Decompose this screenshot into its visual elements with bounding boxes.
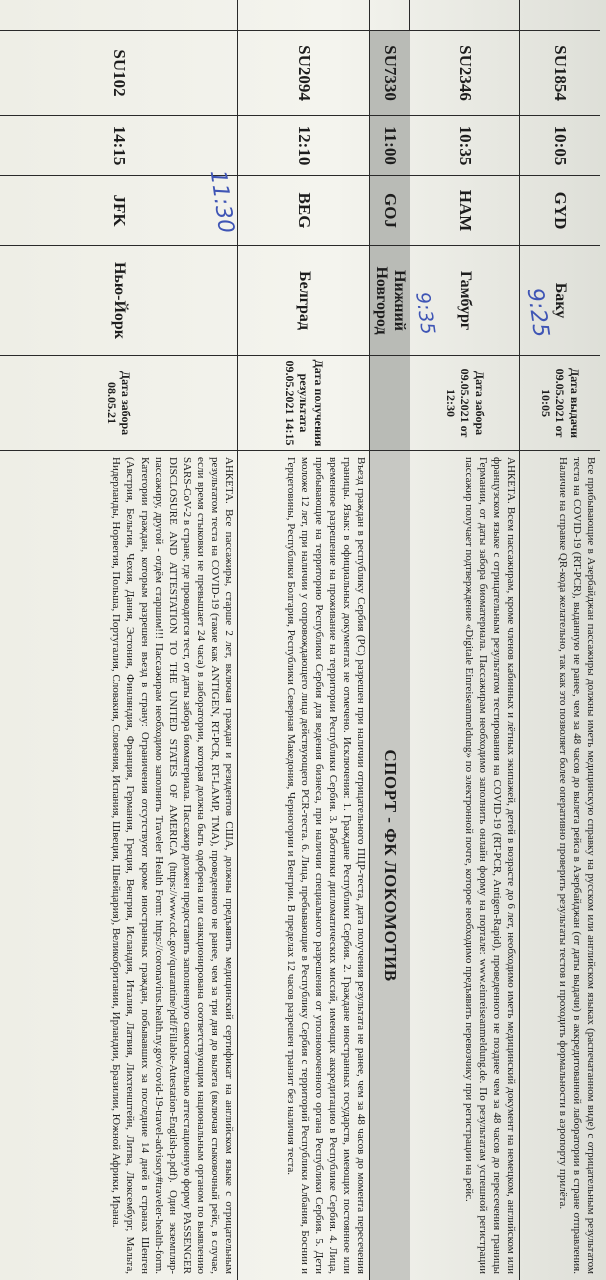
flight-number: SU7330 — [370, 30, 410, 115]
flight-number: SU2346 — [410, 30, 520, 115]
test-date: Дата забора 09.05.2021 от 12:30 — [410, 355, 520, 450]
table-row — [369, 0, 410, 1280]
departure-time: 11:00 — [370, 115, 410, 175]
handwritten-note: 9:25 — [521, 286, 554, 339]
airport-code: HAM — [410, 175, 520, 245]
entry-requirements — [370, 450, 410, 1280]
requirements-text: АНКЕТА. Все пассажиры, старше 2 лет, включая граждан и резидентов США, должны предъявить медицинский сертификат на английском языке с отрицательным результатом теста на COVID-19 (такие как ANTIGEN, RT-PCR, RT-LAMP, TMA), проведенного не ранее, чем за три дня до вылета (включая стыковочный рейс, в случае, если время стыковки не превышает 24 часа) в лаборатории, которая должна быть одобрена или санкционирована соответствующим национальным органом по выявлению SARS-CoV-2 в стране, где проводится тест, от даты забора биоматериала. Пассажир должен предоставить заполненную самостоятельно аттестационную форму PASSENGER DISCLOSURE AND ATTESTATION TO THE UNITED STATES OF AMERICA (https://www.cdc.gov/quarantine/pdf/Fillable-Attestation-English-p.pdf). Один экземпляр- пассажиру, другой - отдём старшим!!! Пассажирам необходимо заполнить Traveler Health Form: https://coronavirus.health.ny.gov/covid-19-travel-advisory#traveler-health-form. Категории граждан, которым разрешен въезд в страну: Ограничения отсутствуют кроме иностранных граждан, побывавших за последние 14 дней в странах Шенген (Австрия, Бельгия, Чехия, Дания, Эстония, Финляндия, Франция, Германия, Греция, Венгрия, Исландия, Италия, Латвия, Лихтенштейн, Литва, Люксембург, Мальта, Нидерланды, Норвегия, Польша, Португалия, Словакия, Словения, Испания, Швеция, Швейцария), Великобритании, Ирландии, Бразилии, Южной Африки, Ирана. — [110, 457, 235, 1274]
entry-requirements — [0, 450, 238, 1280]
airport-code: GYD — [520, 175, 600, 245]
destination-city: Гамбург — [410, 245, 520, 355]
airport-code: JFK — [0, 175, 238, 245]
requirements-text: СПОРТ - ФК ЛОКОМОТИВ — [380, 749, 400, 982]
departure-time: 14:15 — [0, 115, 238, 175]
flight-number: SU1854 — [520, 30, 600, 115]
test-date — [370, 355, 410, 450]
test-date: Дата забора 08.05.21 — [0, 355, 238, 450]
destination-city: Нью-Йорк — [0, 245, 238, 355]
entry-requirements — [520, 450, 600, 1280]
destination-city: Баку — [520, 245, 600, 355]
airport-code: BEG — [238, 175, 370, 245]
table-row — [519, 0, 600, 1280]
flight-number: SU102 — [0, 30, 238, 115]
destination-city: Нижний Новгород — [370, 245, 410, 355]
destination-city: Белград — [238, 245, 370, 355]
requirements-text: АНКЕТА. Всем пассажирам, кроме членов кабинных и лётных экипажей, детей в возрасте до 6 лет, необходимо иметь медицинский документ на немецком, английском или французском языке с отрицательным результатом тестирования на COVID-19 (RT-PCR, Antigen-Rapid), проведенного не позднее чем за 48 часов до пересечения границы Германии, от даты забора биоматериала. Пассажирам необходимо заполнить онлайн форму на портале: www.einreiseanmeldung.de. По результатам успешной регистрации пассажир получает подтверждение «Digitale Einreiseanmeldung» по электронной почте, которое необходимо предъявить перевозчику при регистрации на рейс. — [462, 457, 517, 1274]
handwritten-note: 11:30 — [204, 168, 239, 235]
departure-time: 10:05 — [520, 115, 600, 175]
entry-requirements — [410, 450, 520, 1280]
departure-time: 12:10 — [238, 115, 370, 175]
entry-requirements — [238, 450, 370, 1280]
departure-time: 10:35 — [410, 115, 520, 175]
table-row — [237, 0, 370, 1280]
test-date: Дата получения результата 09.05.2021 14:15 — [238, 355, 370, 450]
table-row — [0, 0, 238, 1280]
table-row — [409, 0, 520, 1280]
flight-number: SU2094 — [238, 30, 370, 115]
requirements-text: Все прибывающие в Азербайджан пассажиры должны иметь медицинскую справку на русском или английском языках (распечатанном виде) с отрицательным результатом теста на COVID-19 (RT-PCR), выданную не ранее, чем за 48 часов до вылета рейса в Азербайджан (от даты выдачи) в аккредитованной лаборатории в стране отправления. Наличие на справке QR-кода желательно, так как это позволяет более оперативно проверить результаты тестов и проходить формальности в аэропорту прилёта. — [556, 457, 597, 1274]
requirements-text: Въезд граждан в республику Сербия (РС) разрешен при наличии отрицательного ПЦР-теста, дата получения результата не ранее, чем за 48 часов до момента пересечения границы. Язык: в официальных документах не отмечено. Исключения: 1. Граждане Республики Сербия. 2. Граждане иностранных государств, имеющих постоянное или временное разрешение на проживание на территории Республики Сербия. 3. Работники дипломатических миссий, имеющих аккредитацию в Республике Сербия. 4. Лица, прибывающие на территорию Республики Сербия для ведения бизнеса, при наличии специального разрешения от уполномоченного органа Республики Сербия. 5. Дети моложе 12 лет, при наличии у сопровождающего лица действующего PCR-теста. 6. Лица, пребывающие в Республику Сербия с территорий Республики Албания, Боснии и Герцеговины, Республики Болгария, Республики Северная Македония, Черногории и Венгрии. В пределах 12 часов разрешен транзит без наличия теста. — [284, 457, 367, 1274]
airport-code: GOJ — [370, 175, 410, 245]
handwritten-note: 9:35 — [411, 290, 439, 336]
test-date: Дата выдачи 09.05.2021 от 10:05 — [520, 355, 600, 450]
